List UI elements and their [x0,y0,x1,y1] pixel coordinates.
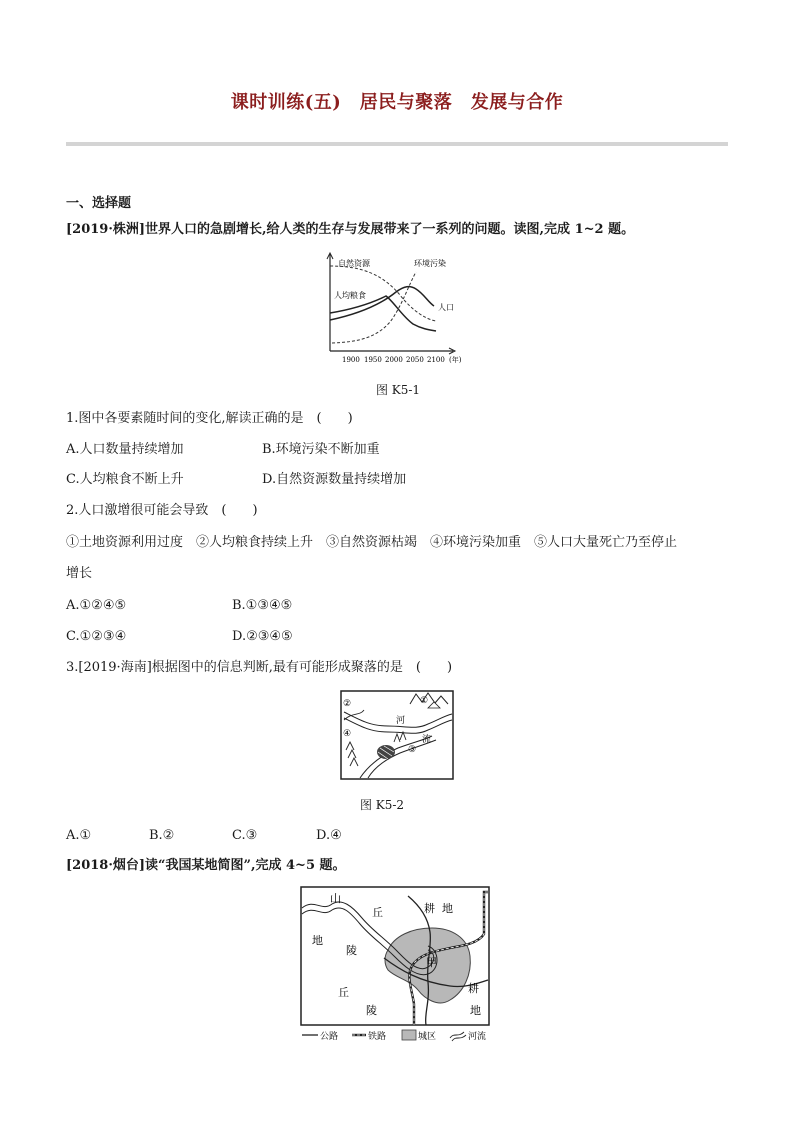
map-label-ling: 陵 [346,944,357,957]
intro-q1-2: [2019·株洲]世界人口的急剧增长,给人类的生存与发展带来了一系列的问题。读图,完成 1~2 题。 [66,222,635,237]
map-label-di: 地 [470,1004,481,1017]
site-label-3: ③ [408,745,417,755]
question-2-stem: 2.人口激增很可能会导致 ( ) [66,503,258,518]
map-label-di: 地 [312,934,323,947]
site-label-2: ② [343,699,352,709]
settlement-site-map [340,690,454,780]
x-tick: 1950 [364,356,382,364]
question-2-option-c: C.①②③④ [66,629,127,644]
map-label-jia: 甲 [426,956,437,969]
x-tick: 2050 [406,356,424,364]
section-heading: 一、选择题 [66,196,132,211]
map-label-qiu: 丘 [338,986,349,999]
pollution-curve [332,272,416,343]
map-label-qiu: 丘 [372,906,383,919]
x-tick-labels [342,355,462,364]
question-3-stem: 3.[2019·海南]根据图中的信息判断,最有可能形成聚落的是 ( ) [66,660,453,675]
legend-city: 城区 [418,1032,437,1042]
question-3-option-a: A.① [66,828,92,843]
figure-caption-k5-2: 图 K5-2 [359,798,405,812]
question-1-stem: 1.图中各要素随时间的变化,解读正确的是 ( ) [66,411,353,426]
question-1-option-c: C.人均粮食不断上升 [66,472,184,487]
question-3-option-d: D.④ [316,828,342,843]
legend-road: 公路 [320,1032,339,1042]
x-axis-unit: (年) [449,356,462,364]
map-label-shan: 山 [330,892,341,905]
question-3-option-b: B.② [149,828,175,843]
question-2-option-a: A.①②④⑤ [66,598,127,613]
map-legend [302,1030,486,1042]
river-label-1: 河 [396,716,406,726]
legend-rail: 铁路 [368,1032,387,1042]
map-label-ling: 陵 [366,1004,377,1017]
legend-river: 河流 [468,1032,487,1042]
label-resources: 自然资源 [338,259,370,268]
question-2-option-b: B.①③④⑤ [232,598,293,613]
question-2-items: ①土地资源利用过度 ②人均粮食持续上升 ③自然资源枯竭 ④环境污染加重 ⑤人口大量死亡乃至停止 [66,535,678,550]
label-population: 人口 [438,303,454,312]
label-pollution: 环境污染 [414,259,446,268]
map-label-di: 地 [442,902,453,915]
title-divider [66,142,728,146]
river-label-2: 流 [422,735,432,745]
map-label-geng: 耕 [424,902,435,915]
regional-sketch-map [300,886,492,1046]
population-resources-chart [318,250,478,366]
question-1-option-b: B.环境污染不断加重 [262,442,380,457]
site-label-1: ① [420,696,429,706]
question-2-items-cont: 增长 [66,566,93,581]
intro-q4-5: [2018·烟台]读“我国某地简图”,完成 4~5 题。 [66,858,346,873]
site-label-4: ④ [343,729,352,739]
page-title: 课时训练(五) 居民与聚落 发展与合作 [230,92,564,113]
question-3-option-c: C.③ [232,828,258,843]
question-1-option-a: A.人口数量持续增加 [66,442,184,457]
question-1-option-d: D.自然资源数量持续增加 [262,472,407,487]
x-tick: 2100 [427,356,445,364]
figure-caption-k5-1: 图 K5-1 [375,383,421,397]
x-tick: 2000 [385,356,403,364]
question-2-option-d: D.②③④⑤ [232,629,293,644]
x-tick: 1900 [342,356,360,364]
label-food: 人均粮食 [334,291,366,300]
map-label-geng: 耕 [468,982,479,995]
